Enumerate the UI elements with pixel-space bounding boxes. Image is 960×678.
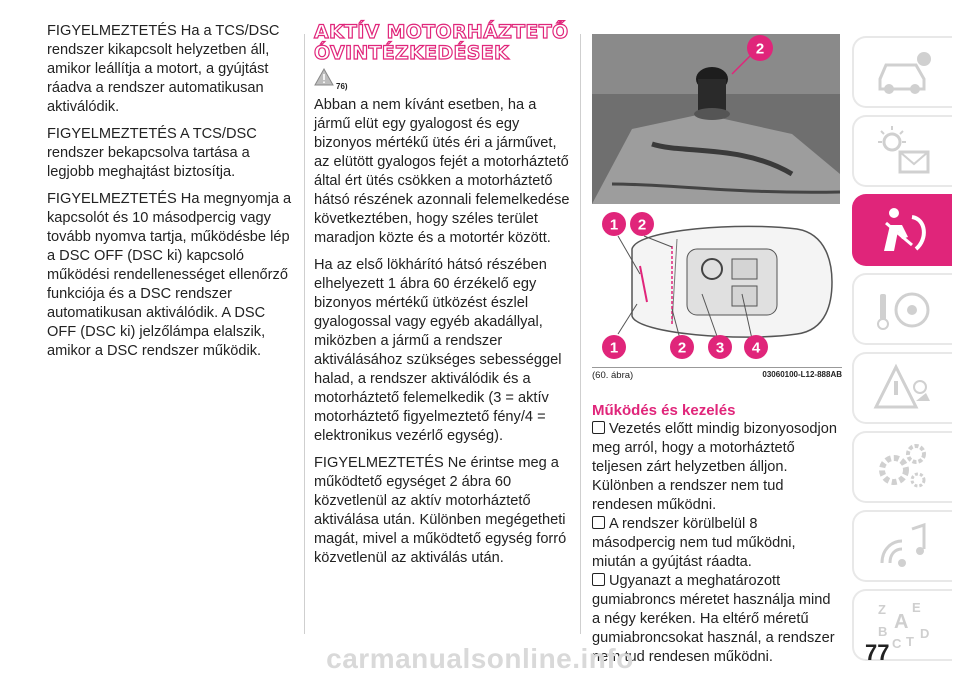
left-column: [47, 22, 295, 369]
svg-text:B: B: [878, 624, 888, 639]
checkbox-bullet-icon: [592, 516, 605, 529]
bullet-text-2: A rendszer körülbelül 8 másodpercig nem tud működni, miután a gyújtást ráadta.: [592, 516, 796, 570]
svg-text:2: 2: [755, 40, 765, 58]
callout-2-lower: [670, 335, 694, 359]
warning-ref-number: 76): [336, 82, 348, 91]
media-nav-icon: [872, 519, 934, 573]
warning-paragraph-2: FIGYELMEZTETÉS A TCS/DSC rendszer bekapcsolva tartása a legjobb meghajtást biztosítja.: [47, 126, 257, 180]
checkbox-bullet-icon: [592, 573, 605, 586]
column-divider-1: [304, 34, 305, 634]
page-number: 77: [865, 640, 890, 665]
section-heading-line-1: AKTÍV MOTORHÁZTETŐ: [314, 21, 569, 43]
callout-2-upper: [630, 212, 654, 236]
figure-60: [592, 34, 840, 366]
steering-key-icon: [872, 282, 934, 336]
tab-dashboard-lights[interactable]: [852, 115, 952, 187]
svg-text:C: C: [892, 636, 902, 651]
section-heading-line-2: ÓVINTÉZKEDÉSEK: [314, 42, 510, 64]
figure-caption-label: (60. ábra): [592, 370, 634, 381]
tab-emergency[interactable]: [852, 352, 952, 424]
watermark: carmanualsonline.info: [326, 643, 634, 674]
figure-illustration: [592, 34, 840, 366]
svg-text:2: 2: [677, 339, 687, 357]
section-heading: [314, 22, 572, 64]
middle-column: [314, 22, 572, 576]
svg-text:T: T: [906, 634, 914, 649]
warning-paragraph-1: FIGYELMEZTETÉS Ha a TCS/DSC rendszer kikapcsolt helyzetben áll, amikor leállítja a motort, a gyújtást ráadva a rendszer automatikusan aktiválódik.: [47, 23, 280, 115]
caption-rule: [592, 367, 842, 368]
body-paragraph-3: FIGYELMEZTETÉS Ne érintse meg a működtető egységet 2 ábra 60 közvetlenül az aktív motorháztető aktiválása után. Különben megégetheti magát, mivel a működtető egység forró közvetlenül az aktiválás után.: [314, 455, 567, 566]
warning-reference: [314, 68, 572, 90]
svg-text:D: D: [920, 626, 930, 641]
tab-maintenance[interactable]: [852, 431, 952, 503]
bullet-item-1: [592, 420, 842, 515]
warning-triangle-icon: [872, 361, 934, 415]
subheading-operation: Működés és kezelés: [592, 402, 736, 419]
bullet-text-3: Ugyanazt a meghatározott gumiabroncs méretet használja mind a négy keréken. Ha eltérő méretű gumiabroncsokat használ, a rendszer nem tud rendesen működni.: [592, 573, 835, 665]
svg-text:3: 3: [715, 339, 725, 357]
dashboard-lights-icon: [872, 124, 934, 178]
chapter-sidebar: [852, 36, 952, 668]
body-paragraph-1: Abban a nem kívánt esetben, ha a jármű elüt egy gyalogost és egy bizonyos mértékű ütés éri a járművet, az elütött gyalogos fejét a motorháztető által ért ütés csökken a motorháztető hátsó részének azonnali felemelkedése következtében, hogy széles terület maradjon közte és a motortér között.: [314, 97, 570, 246]
tab-safety[interactable]: [852, 194, 952, 266]
svg-text:2: 2: [637, 216, 647, 234]
tab-multimedia[interactable]: [852, 510, 952, 582]
figure-caption: [592, 370, 842, 384]
svg-text:1: 1: [609, 216, 619, 234]
warning-paragraph-3: FIGYELMEZTETÉS Ha megnyomja a kapcsolót és 10 másodpercig vagy tovább nyomva tartja, működésbe lép a DSC OFF (DSC ki) kapcsoló működési rendellenességet ellenőrző funkciója és a DSC rendszer automatikusan aktiválódik. A DSC OFF (DSC ki) jelzőlámpa elalszik, amikor a DSC rendszer működik.: [47, 191, 292, 359]
svg-text:A: A: [894, 611, 909, 633]
callout-3: [708, 335, 732, 359]
bullet-text-1: Vezetés előtt mindig bizonyosodjon meg arról, hogy a motorháztető teljesen zárt helyzetben álljon. Különben a rendszer nem tud rendesen működni.: [592, 421, 837, 513]
svg-text:E: E: [912, 600, 921, 615]
callout-4: [744, 335, 768, 359]
bullet-item-2: [592, 515, 842, 572]
right-column: [592, 402, 842, 667]
callout-2-top: [747, 35, 773, 61]
column-divider-2: [580, 34, 581, 634]
svg-text:4: 4: [751, 339, 761, 357]
tab-starting-driving[interactable]: [852, 273, 952, 345]
svg-text:1: 1: [609, 339, 619, 357]
maintenance-gears-icon: [872, 440, 934, 494]
safety-airbag-icon: [872, 203, 934, 257]
callout-1-lower: [602, 335, 626, 359]
car-info-icon: [872, 45, 934, 99]
body-paragraph-2: Ha az első lökhárító hátsó részében elhelyezett 1 ábra 60 érzékelő egy bizonyos mértékű ütközést észlel gyalogossal vagy egyéb akadállyal, miközben a jármű a rendszer aktiválásához szükséges sebességgel halad, a rendszer aktiválódik és a motorháztető felemelkedik (3 = aktív motorháztető figyelmeztető fény/4 = elektronikus vezérlő egység).: [314, 257, 562, 444]
checkbox-bullet-icon: [592, 421, 605, 434]
figure-code: 03060100-L12-888AB: [762, 370, 842, 379]
callout-1-upper: [602, 212, 626, 236]
svg-text:Z: Z: [878, 602, 886, 617]
tab-car-info[interactable]: [852, 36, 952, 108]
warning-triangle-icon: [314, 68, 334, 86]
